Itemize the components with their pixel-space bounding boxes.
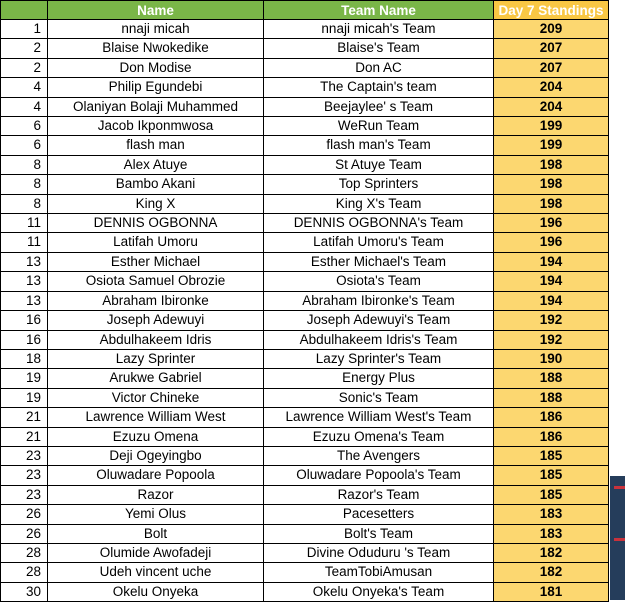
standing-points-cell: 204 (494, 78, 609, 97)
team-name-cell: Ezuzu Omena's Team (264, 427, 494, 446)
name-cell: Blaise Nwokedike (48, 39, 264, 58)
table-row (1, 272, 609, 291)
rank-cell: 30 (1, 582, 48, 601)
name-cell: Lazy Sprinter (48, 349, 264, 368)
team-name-cell: Razor's Team (264, 485, 494, 504)
table-row (1, 524, 609, 543)
rank-column-header (1, 1, 48, 20)
name-cell: Yemi Olus (48, 505, 264, 524)
rank-cell: 21 (1, 427, 48, 446)
rank-cell: 13 (1, 252, 48, 271)
team-name-cell: TeamTobiAmusan (264, 563, 494, 582)
widget-stripe (614, 538, 625, 541)
standing-points-cell: 192 (494, 311, 609, 330)
team-name-cell: Beejaylee' s Team (264, 97, 494, 116)
score-column-header: Day 7 Standings (494, 1, 609, 20)
name-cell: Don Modise (48, 58, 264, 77)
name-cell: Olumide Awofadeji (48, 543, 264, 562)
table-row (1, 408, 609, 427)
team-name-cell: WeRun Team (264, 117, 494, 136)
table-row (1, 582, 609, 601)
team-name-cell: Latifah Umoru's Team (264, 233, 494, 252)
table-row (1, 388, 609, 407)
standing-points-cell: 198 (494, 194, 609, 213)
table-row (1, 505, 609, 524)
table-row (1, 330, 609, 349)
table-row (1, 20, 609, 39)
name-cell: Philip Egundebi (48, 78, 264, 97)
name-cell: Victor Chineke (48, 388, 264, 407)
header-row (1, 1, 609, 20)
table-row (1, 117, 609, 136)
standing-points-cell: 190 (494, 349, 609, 368)
rank-cell: 2 (1, 39, 48, 58)
rank-cell: 26 (1, 505, 48, 524)
name-cell: Alex Atuye (48, 155, 264, 174)
standing-points-cell: 196 (494, 214, 609, 233)
standing-points-cell: 204 (494, 97, 609, 116)
team-name-cell: Pacesetters (264, 505, 494, 524)
standing-points-cell: 185 (494, 466, 609, 485)
team-name-cell: King X's Team (264, 194, 494, 213)
team-name-cell: Lawrence William West's Team (264, 408, 494, 427)
team-name-cell: Sonic's Team (264, 388, 494, 407)
team-name-cell: DENNIS OGBONNA's Team (264, 214, 494, 233)
rank-cell: 6 (1, 136, 48, 155)
name-cell: Okelu Onyeka (48, 582, 264, 601)
rank-cell: 16 (1, 330, 48, 349)
rank-cell: 23 (1, 485, 48, 504)
name-cell: Oluwadare Popoola (48, 466, 264, 485)
team-name-cell: Esther Michael's Team (264, 252, 494, 271)
standing-points-cell: 182 (494, 543, 609, 562)
name-cell: Bambo Akani (48, 175, 264, 194)
rank-cell: 11 (1, 233, 48, 252)
name-cell: Olaniyan Bolaji Muhammed (48, 97, 264, 116)
table-row (1, 466, 609, 485)
name-cell: Latifah Umoru (48, 233, 264, 252)
rank-cell: 18 (1, 349, 48, 368)
rank-cell: 8 (1, 155, 48, 174)
table-row (1, 369, 609, 388)
table-row (1, 78, 609, 97)
rank-cell: 19 (1, 388, 48, 407)
name-cell: Osiota Samuel Obrozie (48, 272, 264, 291)
table-row (1, 446, 609, 465)
table-row (1, 563, 609, 582)
name-cell: Udeh vincent uche (48, 563, 264, 582)
table-row (1, 214, 609, 233)
standing-points-cell: 192 (494, 330, 609, 349)
rank-cell: 2 (1, 58, 48, 77)
team-name-cell: Okelu Onyeka's Team (264, 582, 494, 601)
team-name-cell: Lazy Sprinter's Team (264, 349, 494, 368)
rank-cell: 13 (1, 272, 48, 291)
rank-cell: 26 (1, 524, 48, 543)
name-cell: nnaji micah (48, 20, 264, 39)
name-cell: Esther Michael (48, 252, 264, 271)
standing-points-cell: 194 (494, 291, 609, 310)
table-row (1, 427, 609, 446)
rank-cell: 16 (1, 311, 48, 330)
team-name-cell: Abdulhakeem Idris's Team (264, 330, 494, 349)
table-row (1, 233, 609, 252)
table-row (1, 58, 609, 77)
team-name-cell: nnaji micah's Team (264, 20, 494, 39)
standing-points-cell: 209 (494, 20, 609, 39)
standing-points-cell: 185 (494, 446, 609, 465)
team-name-cell: Osiota's Team (264, 272, 494, 291)
rank-cell: 21 (1, 408, 48, 427)
team-name-cell: Divine Oduduru 's Team (264, 543, 494, 562)
table-row (1, 311, 609, 330)
table-row (1, 349, 609, 368)
standing-points-cell: 183 (494, 505, 609, 524)
rank-cell: 4 (1, 78, 48, 97)
rank-cell: 4 (1, 97, 48, 116)
standing-points-cell: 188 (494, 388, 609, 407)
table-row (1, 155, 609, 174)
rank-cell: 19 (1, 369, 48, 388)
name-cell: DENNIS OGBONNA (48, 214, 264, 233)
widget-stripe (614, 486, 625, 489)
name-cell: Razor (48, 485, 264, 504)
table-row (1, 252, 609, 271)
rank-cell: 1 (1, 20, 48, 39)
rank-cell: 28 (1, 563, 48, 582)
name-column-header: Name (48, 1, 264, 20)
table-row (1, 543, 609, 562)
table-row (1, 194, 609, 213)
name-cell: Abdulhakeem Idris (48, 330, 264, 349)
standing-points-cell: 198 (494, 155, 609, 174)
rank-cell: 11 (1, 214, 48, 233)
team-name-cell: Joseph Adewuyi's Team (264, 311, 494, 330)
rank-cell: 28 (1, 543, 48, 562)
name-cell: Ezuzu Omena (48, 427, 264, 446)
table-row (1, 136, 609, 155)
team-name-cell: St Atuye Team (264, 155, 494, 174)
rank-cell: 6 (1, 117, 48, 136)
team-name-cell: Top Sprinters (264, 175, 494, 194)
name-cell: Abraham Ibironke (48, 291, 264, 310)
rank-cell: 8 (1, 175, 48, 194)
rank-cell: 23 (1, 466, 48, 485)
standing-points-cell: 185 (494, 485, 609, 504)
name-cell: flash man (48, 136, 264, 155)
standing-points-cell: 207 (494, 39, 609, 58)
standing-points-cell: 199 (494, 136, 609, 155)
name-cell: Arukwe Gabriel (48, 369, 264, 388)
standing-points-cell: 188 (494, 369, 609, 388)
name-cell: King X (48, 194, 264, 213)
standing-points-cell: 196 (494, 233, 609, 252)
team-name-cell: Oluwadare Popoola's Team (264, 466, 494, 485)
rank-cell: 23 (1, 446, 48, 465)
team-name-cell: The Avengers (264, 446, 494, 465)
table-row (1, 175, 609, 194)
name-cell: Jacob Ikponmwosa (48, 117, 264, 136)
standing-points-cell: 194 (494, 252, 609, 271)
standing-points-cell: 207 (494, 58, 609, 77)
team-name-cell: Bolt's Team (264, 524, 494, 543)
standing-points-cell: 182 (494, 563, 609, 582)
team-name-cell: Abraham Ibironke's Team (264, 291, 494, 310)
team-name-cell: flash man's Team (264, 136, 494, 155)
side-widget (610, 476, 625, 600)
name-cell: Lawrence William West (48, 408, 264, 427)
table-row (1, 97, 609, 116)
table-row (1, 39, 609, 58)
team-column-header: Team Name (264, 1, 494, 20)
standing-points-cell: 186 (494, 408, 609, 427)
standing-points-cell: 199 (494, 117, 609, 136)
name-cell: Bolt (48, 524, 264, 543)
standing-points-cell: 194 (494, 272, 609, 291)
table-row (1, 485, 609, 504)
standing-points-cell: 198 (494, 175, 609, 194)
team-name-cell: Blaise's Team (264, 39, 494, 58)
table-row (1, 291, 609, 310)
standings-body (1, 20, 609, 602)
name-cell: Deji Ogeyingbo (48, 446, 264, 465)
standing-points-cell: 181 (494, 582, 609, 601)
name-cell: Joseph Adewuyi (48, 311, 264, 330)
team-name-cell: Don AC (264, 58, 494, 77)
team-name-cell: Energy Plus (264, 369, 494, 388)
standing-points-cell: 183 (494, 524, 609, 543)
team-name-cell: The Captain's team (264, 78, 494, 97)
rank-cell: 13 (1, 291, 48, 310)
rank-cell: 8 (1, 194, 48, 213)
standing-points-cell: 186 (494, 427, 609, 446)
